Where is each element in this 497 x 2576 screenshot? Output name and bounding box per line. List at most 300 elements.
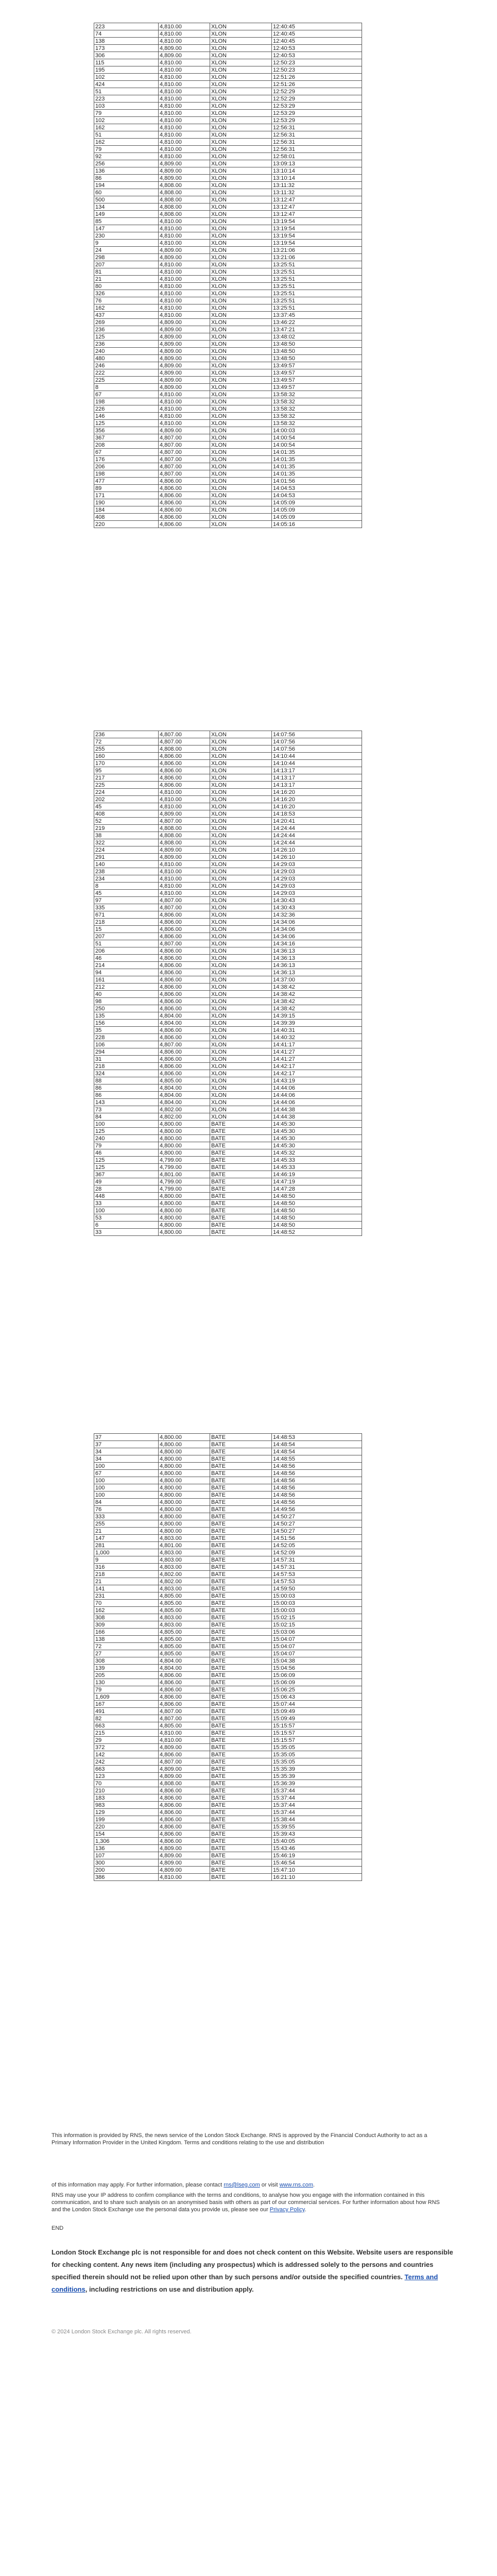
time-cell: 14:57:31 bbox=[272, 1564, 362, 1571]
price-cell: 4,800.00 bbox=[159, 1135, 210, 1142]
venue-cell: BATE bbox=[210, 1564, 272, 1571]
volume-cell: 408 bbox=[94, 514, 159, 521]
time-cell: 14:34:06 bbox=[272, 933, 362, 940]
volume-cell: 256 bbox=[94, 160, 159, 167]
table-row bbox=[94, 1693, 362, 1701]
volume-cell: 448 bbox=[94, 1193, 159, 1200]
time-cell: 12:50:23 bbox=[272, 66, 362, 74]
time-cell: 15:35:05 bbox=[272, 1751, 362, 1758]
venue-cell: XLON bbox=[210, 110, 272, 117]
table-row bbox=[94, 825, 362, 832]
table-row bbox=[94, 175, 362, 182]
price-cell: 4,806.00 bbox=[159, 933, 210, 940]
time-cell: 15:06:09 bbox=[272, 1679, 362, 1686]
volume-cell: 183 bbox=[94, 1794, 159, 1802]
time-cell: 14:48:54 bbox=[272, 1448, 362, 1455]
table-row bbox=[94, 991, 362, 998]
volume-cell: 53 bbox=[94, 1214, 159, 1222]
price-cell: 4,810.00 bbox=[159, 1730, 210, 1737]
table-row bbox=[94, 211, 362, 218]
volume-cell: 386 bbox=[94, 1874, 159, 1881]
price-cell: 4,800.00 bbox=[159, 1492, 210, 1499]
venue-cell: XLON bbox=[210, 81, 272, 88]
venue-cell: BATE bbox=[210, 1185, 272, 1193]
venue-cell: XLON bbox=[210, 232, 272, 240]
table-row bbox=[94, 131, 362, 139]
venue-cell: BATE bbox=[210, 1845, 272, 1852]
volume-cell: 46 bbox=[94, 1149, 159, 1157]
table-row bbox=[94, 1164, 362, 1171]
terms-and-conditions-link[interactable]: Terms and conditions bbox=[52, 2273, 438, 2293]
price-cell: 4,806.00 bbox=[159, 782, 210, 789]
venue-cell: XLON bbox=[210, 803, 272, 810]
volume-cell: 67 bbox=[94, 391, 159, 398]
time-cell: 14:48:50 bbox=[272, 1222, 362, 1229]
price-cell: 4,808.00 bbox=[159, 189, 210, 196]
time-cell: 14:48:56 bbox=[272, 1499, 362, 1506]
table-row bbox=[94, 810, 362, 818]
venue-cell: BATE bbox=[210, 1229, 272, 1236]
volume-cell: 139 bbox=[94, 1665, 159, 1672]
volume-cell: 86 bbox=[94, 1092, 159, 1099]
time-cell: 14:45:30 bbox=[272, 1121, 362, 1128]
venue-cell: XLON bbox=[210, 333, 272, 341]
volume-cell: 51 bbox=[94, 940, 159, 947]
volume-cell: 215 bbox=[94, 1730, 159, 1737]
table-row bbox=[94, 818, 362, 825]
time-cell: 12:50:23 bbox=[272, 59, 362, 66]
venue-cell: XLON bbox=[210, 976, 272, 984]
time-cell: 14:38:42 bbox=[272, 991, 362, 998]
venue-cell: XLON bbox=[210, 304, 272, 312]
venue-cell: XLON bbox=[210, 297, 272, 304]
time-cell: 13:19:54 bbox=[272, 218, 362, 225]
venue-cell: XLON bbox=[210, 45, 272, 52]
time-cell: 12:56:31 bbox=[272, 131, 362, 139]
time-cell: 14:49:56 bbox=[272, 1506, 362, 1513]
venue-cell: XLON bbox=[210, 283, 272, 290]
table-row bbox=[94, 1780, 362, 1787]
venue-cell: BATE bbox=[210, 1672, 272, 1679]
end-marker: END bbox=[52, 2225, 64, 2231]
table-row bbox=[94, 1113, 362, 1121]
volume-cell: 162 bbox=[94, 139, 159, 146]
volume-cell: 200 bbox=[94, 1867, 159, 1874]
table-row bbox=[94, 146, 362, 153]
time-cell: 15:38:44 bbox=[272, 1816, 362, 1823]
volume-cell: 106 bbox=[94, 1041, 159, 1048]
price-cell: 4,807.00 bbox=[159, 904, 210, 911]
table-row bbox=[94, 782, 362, 789]
table-row bbox=[94, 1142, 362, 1149]
table-row bbox=[94, 312, 362, 319]
time-cell: 15:35:05 bbox=[272, 1758, 362, 1766]
table-row bbox=[94, 463, 362, 470]
price-cell: 4,808.00 bbox=[159, 196, 210, 204]
time-cell: 14:07:56 bbox=[272, 731, 362, 738]
volume-cell: 52 bbox=[94, 818, 159, 825]
table-row bbox=[94, 139, 362, 146]
price-cell: 4,799.00 bbox=[159, 1164, 210, 1171]
volume-cell: 67 bbox=[94, 1470, 159, 1477]
venue-cell: XLON bbox=[210, 261, 272, 268]
time-cell: 14:38:42 bbox=[272, 984, 362, 991]
price-cell: 4,800.00 bbox=[159, 1149, 210, 1157]
venue-cell: XLON bbox=[210, 326, 272, 333]
time-cell: 15:00:03 bbox=[272, 1607, 362, 1614]
price-cell: 4,810.00 bbox=[159, 225, 210, 232]
venue-cell: BATE bbox=[210, 1629, 272, 1636]
volume-cell: 84 bbox=[94, 1113, 159, 1121]
table-row bbox=[94, 45, 362, 52]
volume-cell: 205 bbox=[94, 1672, 159, 1679]
time-cell: 13:25:51 bbox=[272, 290, 362, 297]
time-cell: 14:44:06 bbox=[272, 1092, 362, 1099]
rns-email-link[interactable]: rns@lseg.com bbox=[224, 2182, 260, 2188]
venue-cell: XLON bbox=[210, 420, 272, 427]
table-row bbox=[94, 1448, 362, 1455]
venue-cell: XLON bbox=[210, 290, 272, 297]
venue-cell: XLON bbox=[210, 825, 272, 832]
time-cell: 14:39:39 bbox=[272, 1020, 362, 1027]
volume-cell: 76 bbox=[94, 297, 159, 304]
time-cell: 14:32:36 bbox=[272, 911, 362, 919]
table-row bbox=[94, 23, 362, 30]
price-cell: 4,802.00 bbox=[159, 1578, 210, 1585]
volume-cell: 281 bbox=[94, 1542, 159, 1549]
contact-mid-text: or visit bbox=[260, 2182, 280, 2188]
table-row bbox=[94, 1455, 362, 1463]
volume-cell: 94 bbox=[94, 969, 159, 976]
price-cell: 4,808.00 bbox=[159, 825, 210, 832]
time-cell: 12:56:31 bbox=[272, 146, 362, 153]
volume-cell: 100 bbox=[94, 1484, 159, 1492]
venue-cell: XLON bbox=[210, 940, 272, 947]
price-cell: 4,809.00 bbox=[159, 45, 210, 52]
table-row bbox=[94, 1056, 362, 1063]
time-cell: 13:49:57 bbox=[272, 362, 362, 369]
time-cell: 14:29:03 bbox=[272, 890, 362, 897]
table-row bbox=[94, 1434, 362, 1441]
venue-cell: XLON bbox=[210, 947, 272, 955]
time-cell: 14:01:35 bbox=[272, 470, 362, 478]
volume-cell: 166 bbox=[94, 1629, 159, 1636]
time-cell: 14:48:56 bbox=[272, 1492, 362, 1499]
price-cell: 4,803.00 bbox=[159, 1556, 210, 1564]
price-cell: 4,800.00 bbox=[159, 1229, 210, 1236]
volume-cell: 38 bbox=[94, 832, 159, 839]
venue-cell: BATE bbox=[210, 1200, 272, 1207]
venue-cell: XLON bbox=[210, 499, 272, 506]
volume-cell: 9 bbox=[94, 1556, 159, 1564]
volume-cell: 92 bbox=[94, 153, 159, 160]
time-cell: 15:43:46 bbox=[272, 1845, 362, 1852]
price-cell: 4,810.00 bbox=[159, 297, 210, 304]
table-row bbox=[94, 1556, 362, 1564]
table-row bbox=[94, 74, 362, 81]
table-row bbox=[94, 1135, 362, 1142]
venue-cell: BATE bbox=[210, 1578, 272, 1585]
table-row bbox=[94, 1787, 362, 1794]
table-row bbox=[94, 167, 362, 175]
table-row bbox=[94, 427, 362, 434]
time-cell: 13:11:32 bbox=[272, 189, 362, 196]
price-cell: 4,807.00 bbox=[159, 1708, 210, 1715]
price-cell: 4,806.00 bbox=[159, 753, 210, 760]
venue-cell: XLON bbox=[210, 449, 272, 456]
price-cell: 4,810.00 bbox=[159, 1737, 210, 1744]
volume-cell: 663 bbox=[94, 1766, 159, 1773]
venue-cell: XLON bbox=[210, 506, 272, 514]
time-cell: 14:29:03 bbox=[272, 875, 362, 883]
volume-cell: 224 bbox=[94, 846, 159, 854]
volume-cell: 176 bbox=[94, 456, 159, 463]
venue-cell: XLON bbox=[210, 796, 272, 803]
volume-cell: 67 bbox=[94, 449, 159, 456]
price-cell: 4,810.00 bbox=[159, 796, 210, 803]
volume-cell: 125 bbox=[94, 333, 159, 341]
price-cell: 4,805.00 bbox=[159, 1077, 210, 1084]
venue-cell: BATE bbox=[210, 1657, 272, 1665]
time-cell: 14:48:56 bbox=[272, 1484, 362, 1492]
table-row bbox=[94, 521, 362, 528]
table-row bbox=[94, 1852, 362, 1859]
venue-cell: XLON bbox=[210, 398, 272, 405]
price-cell: 4,806.00 bbox=[159, 521, 210, 528]
volume-cell: 333 bbox=[94, 1513, 159, 1520]
time-cell: 14:24:44 bbox=[272, 832, 362, 839]
price-cell: 4,800.00 bbox=[159, 1520, 210, 1528]
time-cell: 15:02:15 bbox=[272, 1621, 362, 1629]
volume-cell: 223 bbox=[94, 95, 159, 103]
time-cell: 15:15:57 bbox=[272, 1730, 362, 1737]
time-cell: 14:44:38 bbox=[272, 1106, 362, 1113]
volume-cell: 223 bbox=[94, 23, 159, 30]
time-cell: 14:29:03 bbox=[272, 868, 362, 875]
venue-cell: BATE bbox=[210, 1758, 272, 1766]
table-row bbox=[94, 1157, 362, 1164]
volume-cell: 100 bbox=[94, 1207, 159, 1214]
price-cell: 4,810.00 bbox=[159, 276, 210, 283]
table-row bbox=[94, 456, 362, 463]
table-row bbox=[94, 391, 362, 398]
time-cell: 14:38:42 bbox=[272, 998, 362, 1005]
venue-cell: XLON bbox=[210, 955, 272, 962]
volume-cell: 82 bbox=[94, 1715, 159, 1722]
price-cell: 4,809.00 bbox=[159, 1859, 210, 1867]
volume-cell: 269 bbox=[94, 319, 159, 326]
time-cell: 14:50:27 bbox=[272, 1520, 362, 1528]
volume-cell: 85 bbox=[94, 218, 159, 225]
venue-cell: BATE bbox=[210, 1207, 272, 1214]
volume-cell: 140 bbox=[94, 861, 159, 868]
price-cell: 4,810.00 bbox=[159, 117, 210, 124]
time-cell: 14:40:31 bbox=[272, 1027, 362, 1034]
volume-cell: 671 bbox=[94, 911, 159, 919]
price-cell: 4,806.00 bbox=[159, 1686, 210, 1693]
price-cell: 4,810.00 bbox=[159, 23, 210, 30]
venue-cell: BATE bbox=[210, 1214, 272, 1222]
volume-cell: 306 bbox=[94, 52, 159, 59]
venue-cell: BATE bbox=[210, 1121, 272, 1128]
time-cell: 15:04:07 bbox=[272, 1643, 362, 1650]
volume-cell: 161 bbox=[94, 976, 159, 984]
time-cell: 14:41:17 bbox=[272, 1041, 362, 1048]
venue-cell: BATE bbox=[210, 1477, 272, 1484]
price-cell: 4,807.00 bbox=[159, 818, 210, 825]
venue-cell: XLON bbox=[210, 904, 272, 911]
volume-cell: 206 bbox=[94, 947, 159, 955]
venue-cell: XLON bbox=[210, 124, 272, 131]
privacy-policy-link[interactable]: Privacy Policy bbox=[269, 2207, 305, 2213]
venue-cell: XLON bbox=[210, 240, 272, 247]
time-cell: 14:00:54 bbox=[272, 442, 362, 449]
price-cell: 4,800.00 bbox=[159, 1128, 210, 1135]
time-cell: 15:37:44 bbox=[272, 1802, 362, 1809]
rns-website-link[interactable]: www.rns.com bbox=[279, 2182, 314, 2188]
volume-cell: 184 bbox=[94, 506, 159, 514]
volume-cell: 238 bbox=[94, 868, 159, 875]
table-row bbox=[94, 933, 362, 940]
price-cell: 4,806.00 bbox=[159, 947, 210, 955]
price-cell: 4,809.00 bbox=[159, 160, 210, 167]
venue-cell: XLON bbox=[210, 897, 272, 904]
venue-cell: XLON bbox=[210, 434, 272, 442]
table-row bbox=[94, 110, 362, 117]
price-cell: 4,805.00 bbox=[159, 1722, 210, 1730]
price-cell: 4,810.00 bbox=[159, 124, 210, 131]
venue-cell: XLON bbox=[210, 782, 272, 789]
venue-cell: BATE bbox=[210, 1730, 272, 1737]
time-cell: 14:52:05 bbox=[272, 1542, 362, 1549]
time-cell: 14:51:56 bbox=[272, 1535, 362, 1542]
venue-cell: XLON bbox=[210, 59, 272, 66]
table-row bbox=[94, 984, 362, 991]
venue-cell: BATE bbox=[210, 1802, 272, 1809]
time-cell: 14:01:35 bbox=[272, 463, 362, 470]
venue-cell: BATE bbox=[210, 1751, 272, 1758]
venue-cell: XLON bbox=[210, 1099, 272, 1106]
time-cell: 13:12:47 bbox=[272, 211, 362, 218]
venue-cell: XLON bbox=[210, 117, 272, 124]
time-cell: 13:58:32 bbox=[272, 391, 362, 398]
table-row bbox=[94, 66, 362, 74]
venue-cell: XLON bbox=[210, 1034, 272, 1041]
time-cell: 14:30:43 bbox=[272, 904, 362, 911]
time-cell: 15:37:44 bbox=[272, 1794, 362, 1802]
time-cell: 14:48:50 bbox=[272, 1200, 362, 1207]
price-cell: 4,807.00 bbox=[159, 731, 210, 738]
venue-cell: XLON bbox=[210, 23, 272, 30]
price-cell: 4,810.00 bbox=[159, 420, 210, 427]
time-cell: 14:59:50 bbox=[272, 1585, 362, 1592]
venue-cell: XLON bbox=[210, 911, 272, 919]
venue-cell: XLON bbox=[210, 846, 272, 854]
table-row bbox=[94, 1077, 362, 1084]
table-row bbox=[94, 1222, 362, 1229]
venue-cell: BATE bbox=[210, 1492, 272, 1499]
volume-cell: 107 bbox=[94, 1852, 159, 1859]
time-cell: 14:47:28 bbox=[272, 1185, 362, 1193]
time-cell: 13:58:32 bbox=[272, 420, 362, 427]
venue-cell: XLON bbox=[210, 738, 272, 745]
price-cell: 4,800.00 bbox=[159, 1434, 210, 1441]
time-cell: 13:48:02 bbox=[272, 333, 362, 341]
price-cell: 4,806.00 bbox=[159, 1070, 210, 1077]
time-cell: 14:10:44 bbox=[272, 753, 362, 760]
time-cell: 14:00:54 bbox=[272, 434, 362, 442]
venue-cell: XLON bbox=[210, 875, 272, 883]
venue-cell: XLON bbox=[210, 861, 272, 868]
price-cell: 4,800.00 bbox=[159, 1448, 210, 1455]
table-row bbox=[94, 506, 362, 514]
volume-cell: 437 bbox=[94, 312, 159, 319]
volume-cell: 242 bbox=[94, 1758, 159, 1766]
venue-cell: BATE bbox=[210, 1157, 272, 1164]
privacy-text: RNS may use your IP address to confirm compliance with the terms and conditions, to analyse how you engage with the information contained in this communication, and to share such analysis on an anonymised basis with others as part of our commercial services. For further information about how RNS and the London Stock Exchange use the personal data you provide us, please see our bbox=[52, 2192, 440, 2213]
venue-cell: XLON bbox=[210, 66, 272, 74]
venue-cell: XLON bbox=[210, 225, 272, 232]
venue-cell: XLON bbox=[210, 789, 272, 796]
table-row bbox=[94, 904, 362, 911]
table-row bbox=[94, 1571, 362, 1578]
table-row bbox=[94, 1708, 362, 1715]
time-cell: 14:57:53 bbox=[272, 1571, 362, 1578]
price-cell: 4,807.00 bbox=[159, 1715, 210, 1722]
table-row bbox=[94, 803, 362, 810]
time-cell: 14:45:33 bbox=[272, 1157, 362, 1164]
venue-cell: BATE bbox=[210, 1484, 272, 1492]
volume-cell: 326 bbox=[94, 290, 159, 297]
table-row bbox=[94, 883, 362, 890]
time-cell: 12:56:31 bbox=[272, 124, 362, 131]
time-cell: 16:21:10 bbox=[272, 1874, 362, 1881]
volume-cell: 9 bbox=[94, 240, 159, 247]
price-cell: 4,810.00 bbox=[159, 131, 210, 139]
price-cell: 4,806.00 bbox=[159, 1693, 210, 1701]
price-cell: 4,801.00 bbox=[159, 1542, 210, 1549]
venue-cell: XLON bbox=[210, 218, 272, 225]
table-row bbox=[94, 232, 362, 240]
price-cell: 4,800.00 bbox=[159, 1214, 210, 1222]
price-cell: 4,802.00 bbox=[159, 1113, 210, 1121]
volume-cell: 1,306 bbox=[94, 1838, 159, 1845]
time-cell: 14:50:27 bbox=[272, 1513, 362, 1520]
time-cell: 15:07:44 bbox=[272, 1701, 362, 1708]
price-cell: 4,810.00 bbox=[159, 139, 210, 146]
volume-cell: 236 bbox=[94, 326, 159, 333]
venue-cell: XLON bbox=[210, 1113, 272, 1121]
table-row bbox=[94, 1650, 362, 1657]
time-cell: 14:04:53 bbox=[272, 492, 362, 499]
venue-cell: BATE bbox=[210, 1171, 272, 1178]
time-cell: 13:58:32 bbox=[272, 413, 362, 420]
table-row bbox=[94, 52, 362, 59]
venue-cell: XLON bbox=[210, 514, 272, 521]
price-cell: 4,809.00 bbox=[159, 254, 210, 261]
volume-cell: 97 bbox=[94, 897, 159, 904]
price-cell: 4,810.00 bbox=[159, 81, 210, 88]
table-row bbox=[94, 225, 362, 232]
volume-cell: 103 bbox=[94, 103, 159, 110]
table-row bbox=[94, 1492, 362, 1499]
time-cell: 15:47:10 bbox=[272, 1867, 362, 1874]
volume-cell: 136 bbox=[94, 167, 159, 175]
price-cell: 4,804.00 bbox=[159, 1665, 210, 1672]
table-row bbox=[94, 38, 362, 45]
volume-cell: 37 bbox=[94, 1434, 159, 1441]
venue-cell: XLON bbox=[210, 991, 272, 998]
